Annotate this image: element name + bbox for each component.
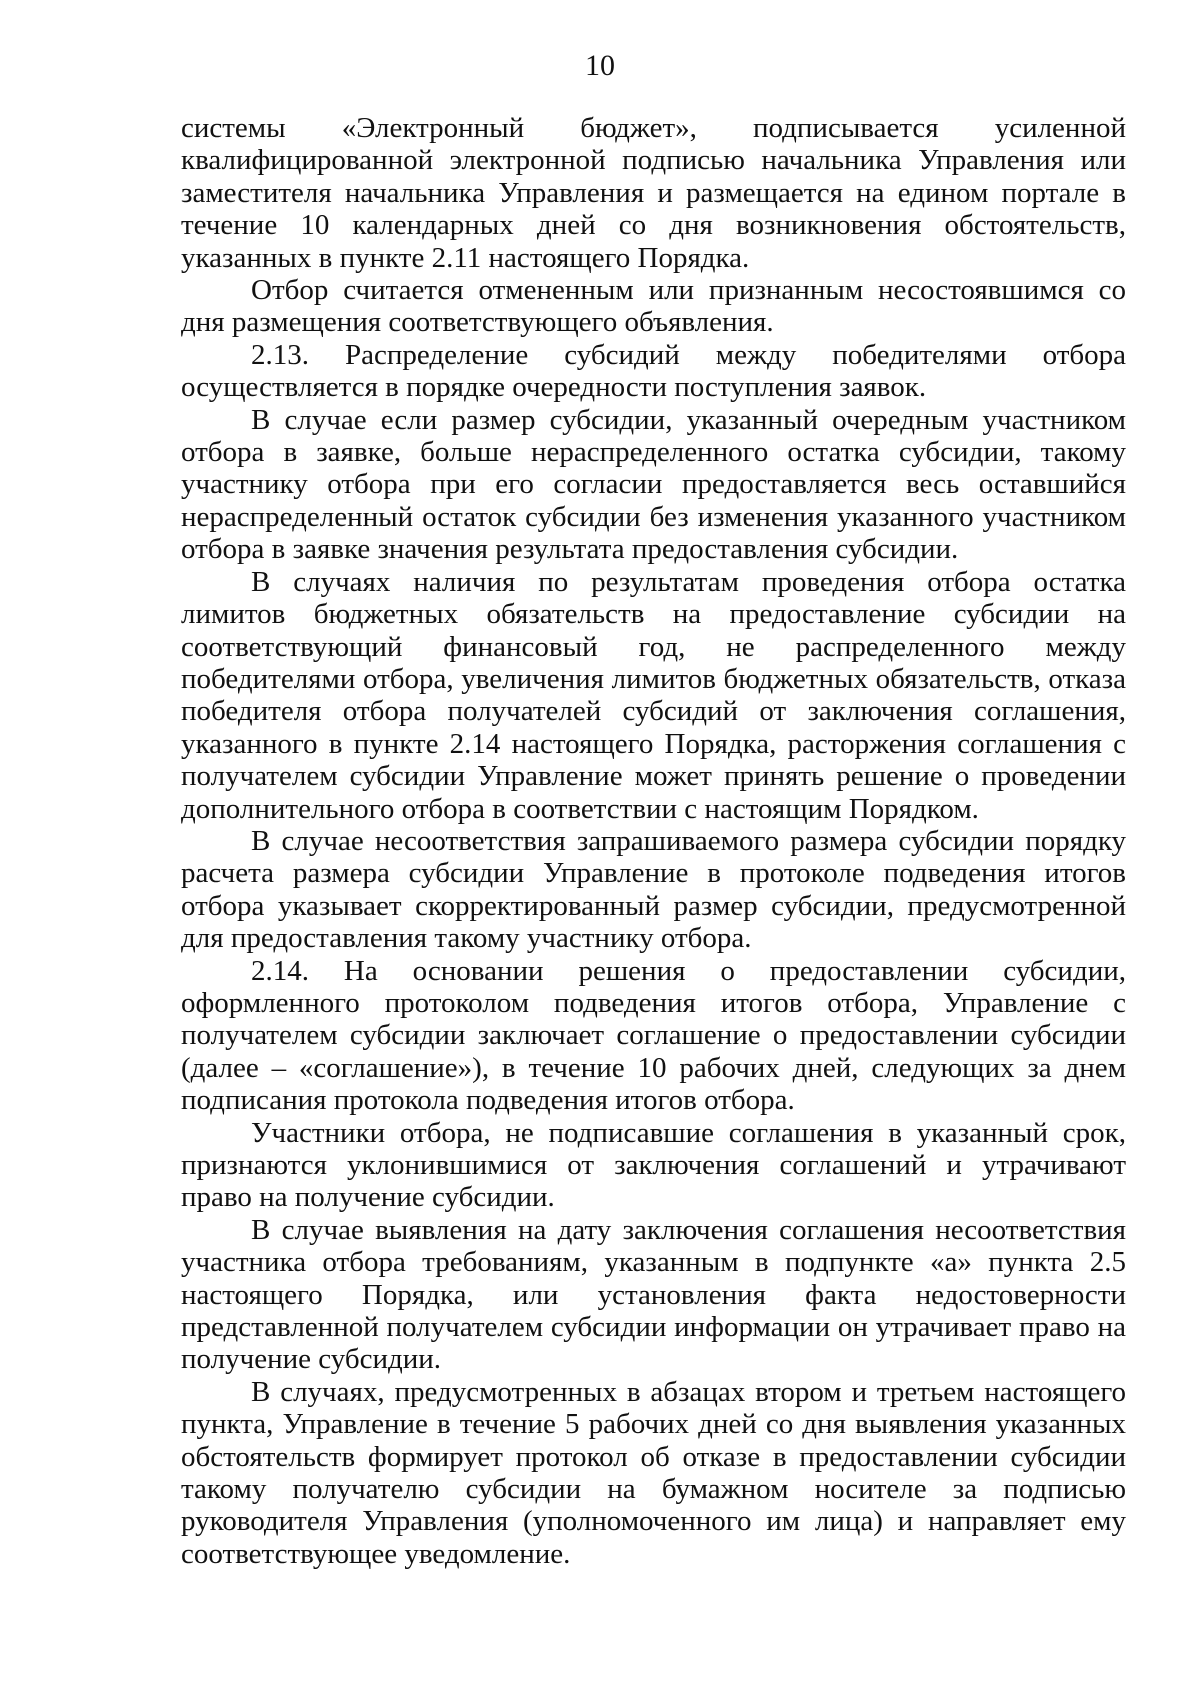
paragraph: Участники отбора, не подписавшие соглашения в указанный срок, признаются уклонившимися от заключения соглашений и утрачивают право на получение субсидии.	[181, 1116, 1126, 1214]
paragraph: В случаях, предусмотренных в абзацах втором и третьем настоящего пункта, Управление в течение 5 рабочих дней со дня выявления указанных обстоятельств формирует протокол об отказе в предоставлении субсидии такому получателю субсидии на бумажном носителе за подписью руководителя Управления (уполномоченного им лица) и направляет ему соответствующее уведомление.	[181, 1375, 1126, 1570]
paragraph: Отбор считается отмененным или признанным несостоявшимся со дня размещения соответствующего объявления.	[181, 274, 1126, 339]
paragraph: В случае если размер субсидии, указанный очередным участником отбора в заявке, больше нераспределенного остатка субсидии, такому участнику отбора при его согласии предоставляется весь оставшийся нераспределенный остаток субсидии без изменения указанного участником отбора в заявке значения результата предоставления субсидии.	[181, 403, 1126, 566]
document-body	[181, 112, 1126, 1570]
paragraph: В случае несоответствия запрашиваемого размера субсидии порядку расчета размера субсидии Управление в протоколе подведения итогов отбора указывает скорректированный размер субсидии, предусмотренной для предоставления такому участнику отбора.	[181, 824, 1126, 955]
paragraph-2-13: 2.13. Распределение субсидий между победителями отбора осуществляется в порядке очередности поступления заявок.	[181, 338, 1126, 404]
paragraph: системы «Электронный бюджет», подписывается усиленной квалифицированной электронной подписью начальника Управления или заместителя начальника Управления и размещается на едином портале в течение 10 календарных дней со дня возникновения обстоятельств, указанных в пункте 2.11 настоящего Порядка.	[181, 112, 1126, 274]
page-number: 10	[585, 49, 615, 82]
paragraph: В случаях наличия по результатам проведения отбора остатка лимитов бюджетных обязательств на предоставление субсидии на соответствующий финансовый год, не распределенного между победителями отбора, увеличения лимитов бюджетных обязательств, отказа победителя отбора получателей субсидий от заключения соглашения, указанного в пункте 2.14 настоящего Порядка, расторжения соглашения с получателем субсидии Управление может принять решение о проведении дополнительного отбора в соответствии с настоящим Порядком.	[181, 565, 1126, 825]
paragraph-2-14: 2.14. На основании решения о предоставлении субсидии, оформленного протоколом подведения итогов отбора, Управление с получателем субсидии заключает соглашение о предоставлении субсидии (далее – «соглашение»), в течение 10 рабочих дней, следующих за днем подписания протокола подведения итогов отбора.	[181, 954, 1126, 1117]
paragraph: В случае выявления на дату заключения соглашения несоответствия участника отбора требованиям, указанным в подпункте «а» пункта 2.5 настоящего Порядка, или установления факта недостоверности представленной получателем субсидии информации он утрачивает право на получение субсидии.	[181, 1213, 1126, 1376]
